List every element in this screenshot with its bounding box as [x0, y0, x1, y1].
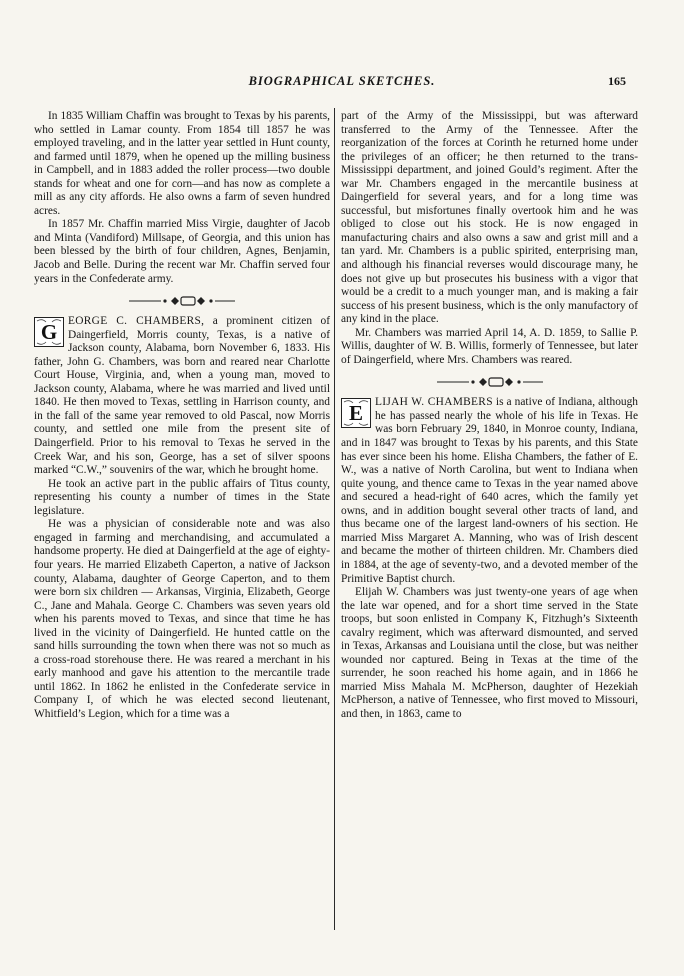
running-title: BIOGRAPHICAL SKETCHES.	[248, 74, 436, 88]
chambers-elijah-intro: is a native of Indiana, although he has passed nearly the whole of his life in Texas. He was born February 29, 1840, in Monroe county, Indiana, and in 1847 was brought to Texas by his parents, and this State has ever since been his home. Elisha Chambers, the father of E. W., was a native of North Carolina, but went to Indiana when quite young, and thence came to Texas in the year named above and secured a head-right of 640 acres, which the family yet owns, and in addition bought several other tracts of land, and thus became one of the largest land-owners of his section. He married Miss Margaret A. Manning, who was of Irish descent and became the mother of thirteen children. Mr. Chambers died in 1884, at the age of seventy-two, and a devoted member of the Primitive Baptist church.	[341, 396, 638, 585]
dropcap-g-icon	[34, 317, 64, 347]
chambers-elijah-paragraph-2: Elijah W. Chambers was just twenty-one years of age when the late war opened, and for a short time served in the State troops, but soon enlisted in Company K, Fitzhugh’s Sixteenth cavalry regiment, which was afterward dismounted, and served in Texas, Arkansas and Louisiana until the close, but was neither wounded nor captured. Being in Texas at the time of the surrender, he soon reached his home again, and in 1866 he married Miss Mahala M. McPherson, daughter of Hezekiah McPherson, a native of Tennessee, who first moved to Missouri, and then, in 1863, came to	[341, 586, 638, 720]
chambers-george-paragraph-2: He took an active part in the public affairs of Titus county, representing his county a number of times in the State legislature.	[34, 477, 330, 517]
left-column	[34, 110, 330, 722]
chambers-george-paragraph-1	[34, 315, 330, 478]
svg-text:E: E	[348, 401, 364, 426]
chambers-elijah-paragraph-1	[341, 396, 638, 586]
chaffin-paragraph-1: In 1835 William Chaffin was brought to Texas by his parents, who settled in Lamar county. From 1854 till 1857 he was employed traveling, and in the latter year settled in Hunt county, and farmed until 1879, when he opened up the milling business in Campbell, and in 1883 added the roller process—two double stands for wheat and one for corn—and has now as complete a mill as any city affords. He also owns a farm of seven hundred acres.	[34, 110, 330, 217]
chambers-george-paragraph-3: He was a physician of considerable note and was also engaged in farming and merchandising, and accumulated a handsome property. He died at Daingerfield at the age of eighty-four years. He married Elizabeth Caperton, a native of Jackson county, Alabama, daughter of George Caperton, and to them were born six children — Arkansas, Virginia, Elizabeth, George C., Jane and Mahala. George C. Chambers was seven years old when his parents moved to Texas, and since that time he has lived in the vicinity of Daingerfield. He hunted cattle on the sand hills surrounding the town when there was not so much as a cross-road storehouse there. He was reared a merchant in his early manhood and gave his attention to the mercantile trade until 1862. In 1862 he enlisted in the Confederate service in Company I, of which he was elected second lieutenant, Whitfield’s Legion, which for a time was a	[34, 518, 330, 720]
column-divider	[334, 108, 335, 930]
ornament-divider-icon	[341, 376, 638, 388]
chambers-george-paragraph-4: part of the Army of the Mississippi, but was afterward transferred to the Army of the Tennessee. After the reorganization of the forces at Corinth he returned home under the privileges of an officer; he then returned to the trans-Mississippi department, and joined Gould’s regiment. After the war Mr. Chambers engaged in the mercantile business at Daingerfield for several years, and for a long time was successful, but misfortunes finally overtook him and he was obliged to close out his stock. He is now engaged in manufacturing chairs and also owns a saw and grist mill and a tan yard. Mr. Chambers is a public spirited, enterprising man, and although his financial reverses would discourage many, he does not give up but prosecutes his business with a vigor that would be a credit to a much younger man, and is making a fair success of his present business, which is the only manufactory of any kind in the place.	[341, 110, 638, 326]
dropcap-e-icon	[341, 398, 371, 428]
chambers-george-intro: a prominent citizen of Daingerfield, Morris county, Texas, is a native of Jackson county, Alabama, born November 6, 1833. His father, John G. Chambers, was born and reared near Charlotte Court House, Virginia, and, when a young man, moved to Jackson county, Alabama, where he was married and lived until 1840. He then moved to Texas, settling in Harrison county, and in the fall of the same year removed to old Pascal, now Morris county, and settled one mile from the present site of Daingerfield. Prior to his removal to Texas he served in the Creek War, and his son, George, has a set of silver spoons marked “C.W.,” souvenirs of the war, which he brought home.	[34, 315, 330, 477]
page-number: 165	[608, 74, 626, 88]
right-column	[341, 110, 638, 722]
page-header	[0, 74, 684, 96]
svg-text:G: G	[40, 320, 58, 345]
chambers-george-paragraph-5: Mr. Chambers was married April 14, A. D. 1859, to Sallie P. Willis, daughter of W. B. Willis, formerly of Tennessee, but later of Daingerfield, where Mrs. Chambers was reared.	[341, 326, 638, 366]
chambers-elijah-name: LIJAH W. CHAMBERS	[375, 396, 493, 409]
chaffin-paragraph-2: In 1857 Mr. Chaffin married Miss Virgie, daughter of Jacob and Minta (Vandiford) Millsape, of Georgia, and this union has been blessed by the birth of four children, Agnes, Benjamin, Jacob and Belle. During the recent war Mr. Chaffin served four years in the Confederate army.	[34, 218, 330, 285]
chambers-george-name: EORGE C. CHAMBERS,	[68, 315, 205, 328]
ornament-divider-icon	[34, 295, 330, 307]
